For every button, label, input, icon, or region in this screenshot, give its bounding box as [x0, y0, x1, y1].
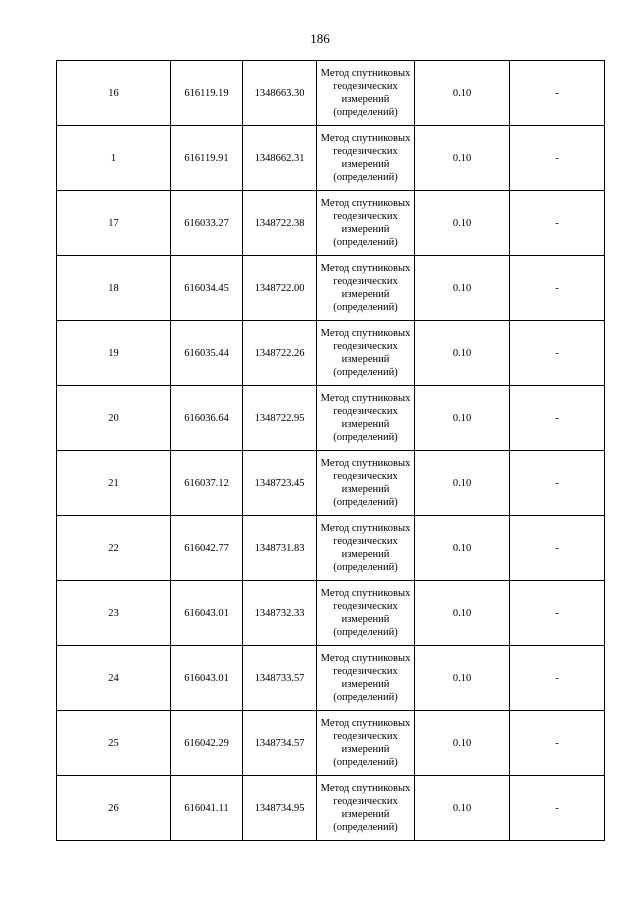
note-cell: - — [510, 61, 605, 126]
method-cell — [317, 126, 415, 191]
y-coordinate-cell: 1348734.95 — [243, 776, 317, 841]
y-coordinate-cell: 1348722.38 — [243, 191, 317, 256]
accuracy-cell: 0.10 — [415, 646, 510, 711]
coordinates-table — [56, 60, 605, 841]
method-cell — [317, 646, 415, 711]
x-coordinate-cell: 616042.77 — [171, 516, 243, 581]
point-number-cell: 1 — [57, 126, 171, 191]
method-text: Метод спутниковых геодезических измерений (определений) — [320, 718, 411, 768]
x-coordinate-cell: 616043.01 — [171, 581, 243, 646]
point-number-cell: 25 — [57, 711, 171, 776]
point-number-cell: 18 — [57, 256, 171, 321]
table-row — [57, 126, 605, 191]
note-cell: - — [510, 646, 605, 711]
method-cell — [317, 256, 415, 321]
accuracy-cell: 0.10 — [415, 711, 510, 776]
method-cell — [317, 191, 415, 256]
accuracy-cell: 0.10 — [415, 126, 510, 191]
note-cell: - — [510, 776, 605, 841]
coordinates-table-body — [57, 61, 605, 841]
note-cell: - — [510, 321, 605, 386]
point-number-cell: 24 — [57, 646, 171, 711]
note-cell: - — [510, 516, 605, 581]
method-cell — [317, 321, 415, 386]
table-row — [57, 321, 605, 386]
accuracy-cell: 0.10 — [415, 451, 510, 516]
note-cell: - — [510, 191, 605, 256]
note-cell: - — [510, 386, 605, 451]
method-text: Метод спутниковых геодезических измерений (определений) — [320, 393, 411, 443]
method-text: Метод спутниковых геодезических измерений (определений) — [320, 458, 411, 508]
y-coordinate-cell: 1348722.95 — [243, 386, 317, 451]
point-number-cell: 19 — [57, 321, 171, 386]
point-number-cell: 23 — [57, 581, 171, 646]
accuracy-cell: 0.10 — [415, 61, 510, 126]
method-cell — [317, 386, 415, 451]
x-coordinate-cell: 616042.29 — [171, 711, 243, 776]
x-coordinate-cell: 616119.19 — [171, 61, 243, 126]
note-cell: - — [510, 581, 605, 646]
method-cell — [317, 61, 415, 126]
y-coordinate-cell: 1348723.45 — [243, 451, 317, 516]
table-row — [57, 386, 605, 451]
method-text: Метод спутниковых геодезических измерений (определений) — [320, 653, 411, 703]
accuracy-cell: 0.10 — [415, 386, 510, 451]
y-coordinate-cell: 1348722.26 — [243, 321, 317, 386]
method-cell — [317, 516, 415, 581]
method-cell — [317, 581, 415, 646]
accuracy-cell: 0.10 — [415, 191, 510, 256]
y-coordinate-cell: 1348663.30 — [243, 61, 317, 126]
y-coordinate-cell: 1348732.33 — [243, 581, 317, 646]
method-text: Метод спутниковых геодезических измерений (определений) — [320, 783, 411, 833]
point-number-cell: 21 — [57, 451, 171, 516]
table-row — [57, 711, 605, 776]
note-cell: - — [510, 711, 605, 776]
note-cell: - — [510, 256, 605, 321]
x-coordinate-cell: 616035.44 — [171, 321, 243, 386]
y-coordinate-cell: 1348734.57 — [243, 711, 317, 776]
page-number: 186 — [310, 31, 330, 46]
point-number-cell: 20 — [57, 386, 171, 451]
method-text: Метод спутниковых геодезических измерений (определений) — [320, 263, 411, 313]
y-coordinate-cell: 1348662.31 — [243, 126, 317, 191]
table-row — [57, 581, 605, 646]
table-row — [57, 256, 605, 321]
method-text: Метод спутниковых геодезических измерений (определений) — [320, 588, 411, 638]
point-number-cell: 22 — [57, 516, 171, 581]
point-number-cell: 17 — [57, 191, 171, 256]
x-coordinate-cell: 616041.11 — [171, 776, 243, 841]
table-row — [57, 516, 605, 581]
method-text: Метод спутниковых геодезических измерений (определений) — [320, 133, 411, 183]
table-row — [57, 61, 605, 126]
note-cell: - — [510, 451, 605, 516]
x-coordinate-cell: 616119.91 — [171, 126, 243, 191]
accuracy-cell: 0.10 — [415, 516, 510, 581]
x-coordinate-cell: 616037.12 — [171, 451, 243, 516]
point-number-cell: 16 — [57, 61, 171, 126]
x-coordinate-cell: 616036.64 — [171, 386, 243, 451]
method-text: Метод спутниковых геодезических измерений (определений) — [320, 328, 411, 378]
accuracy-cell: 0.10 — [415, 776, 510, 841]
accuracy-cell: 0.10 — [415, 321, 510, 386]
method-text: Метод спутниковых геодезических измерений (определений) — [320, 68, 411, 118]
table-row — [57, 191, 605, 256]
y-coordinate-cell: 1348731.83 — [243, 516, 317, 581]
method-text: Метод спутниковых геодезических измерений (определений) — [320, 523, 411, 573]
table-row — [57, 646, 605, 711]
table-row — [57, 451, 605, 516]
y-coordinate-cell: 1348733.57 — [243, 646, 317, 711]
y-coordinate-cell: 1348722.00 — [243, 256, 317, 321]
accuracy-cell: 0.10 — [415, 581, 510, 646]
x-coordinate-cell: 616043.01 — [171, 646, 243, 711]
accuracy-cell: 0.10 — [415, 256, 510, 321]
point-number-cell: 26 — [57, 776, 171, 841]
note-cell: - — [510, 126, 605, 191]
method-text: Метод спутниковых геодезических измерений (определений) — [320, 198, 411, 248]
method-cell — [317, 451, 415, 516]
x-coordinate-cell: 616034.45 — [171, 256, 243, 321]
method-cell — [317, 711, 415, 776]
x-coordinate-cell: 616033.27 — [171, 191, 243, 256]
method-cell — [317, 776, 415, 841]
table-row — [57, 776, 605, 841]
